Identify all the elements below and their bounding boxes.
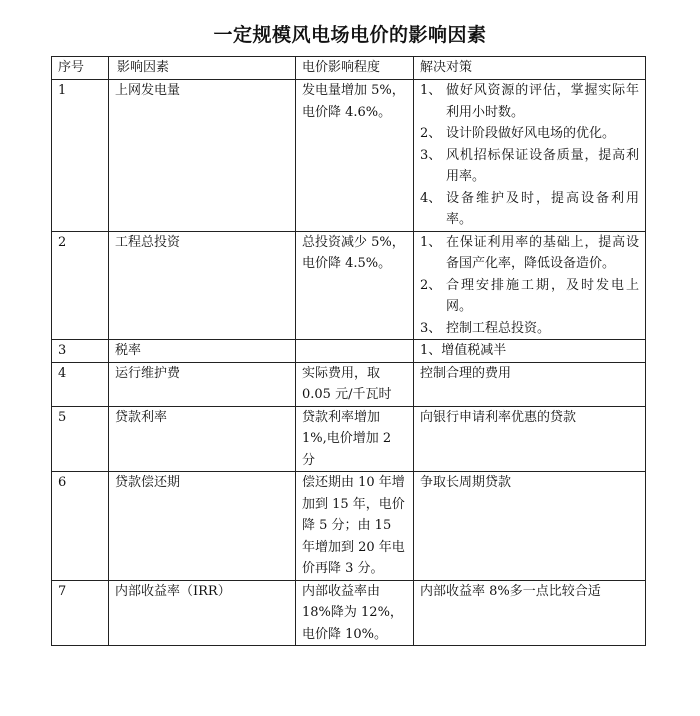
measure-item [420, 232, 639, 275]
row-number: 5 [52, 406, 109, 472]
row-number: 2 [52, 231, 109, 340]
row-factor: 运行维护费 [109, 362, 296, 406]
row-number: 7 [52, 580, 109, 646]
row-factor: 上网发电量 [109, 80, 296, 232]
row-factor: 贷款利率 [109, 406, 296, 472]
header-impact: 电价影响程度 [296, 57, 414, 80]
measure-item [420, 145, 639, 188]
row-measures: 向银行申请利率优惠的贷款 [414, 406, 646, 472]
measure-text: 设计阶段做好风电场的优化。 [446, 126, 616, 141]
row-number: 3 [52, 340, 109, 363]
row-impact [296, 340, 414, 363]
measure-text: 控制工程总投资。 [446, 320, 551, 336]
measure-text: 合理安排施工期，及时发电上网。 [446, 277, 639, 314]
row-measures [414, 80, 646, 232]
table-row [52, 80, 646, 232]
measure-item [420, 123, 639, 145]
table-row [52, 472, 646, 581]
row-impact: 总投资减少 5%，电价降 4.5%。 [296, 231, 414, 340]
row-measures: 内部收益率 8%多一点比较合适 [414, 580, 646, 646]
row-measures: 1、增值税减半 [414, 340, 646, 363]
header-no: 序号 [52, 57, 109, 80]
row-measures: 争取长周期贷款 [414, 472, 646, 581]
row-impact: 内部收益率由 18%降为 12%，电价降 10%。 [296, 580, 414, 646]
row-measures [414, 231, 646, 340]
measure-item [420, 318, 639, 340]
table-row [52, 231, 646, 340]
table-row [52, 580, 646, 646]
row-number: 4 [52, 362, 109, 406]
row-number: 1 [52, 80, 109, 232]
measure-number: 2、 [420, 126, 442, 141]
header-factor: 影响因素 [109, 57, 296, 80]
measure-text: 风机招标保证设备质量，提高利用率。 [446, 147, 639, 184]
measure-text: 在保证利用率的基础上，提高设备国产化率，降低设备造价。 [446, 234, 639, 271]
measures-list [420, 232, 639, 340]
measure-number: 1、 [420, 234, 442, 250]
measure-number: 3、 [420, 320, 442, 336]
table-row [52, 406, 646, 472]
table-header [52, 57, 646, 80]
row-factor: 税率 [109, 340, 296, 363]
measure-text: 做好风资源的评估，掌握实际年利用小时数。 [446, 83, 639, 120]
row-number: 6 [52, 472, 109, 581]
measure-number: 2、 [420, 277, 442, 293]
measure-item [420, 80, 639, 123]
measure-number: 3、 [420, 147, 442, 163]
measure-text: 设备维护及时，提高设备利用率。 [446, 190, 639, 227]
table-row [52, 340, 646, 363]
measure-number: 1、 [420, 83, 442, 98]
price-factors-table [51, 56, 646, 646]
measures-list [420, 80, 639, 231]
row-impact: 实际费用，取 0.05 元/千瓦时 [296, 362, 414, 406]
row-impact: 贷款利率增加 1%,电价增加 2 分 [296, 406, 414, 472]
document-title: 一定规模风电场电价的影响因素 [213, 24, 487, 46]
row-factor: 贷款偿还期 [109, 472, 296, 581]
row-measures: 控制合理的费用 [414, 362, 646, 406]
header-row [52, 57, 646, 80]
measure-number: 4、 [420, 190, 442, 206]
measure-item [420, 188, 639, 231]
measure-item [420, 275, 639, 318]
row-impact: 发电量增加 5%，电价降 4.6%。 [296, 80, 414, 232]
header-measures: 解决对策 [414, 57, 646, 80]
row-impact: 偿还期由 10 年增加到 15 年，电价降 5 分；由 15 年增加到 20 年电价再降 3 分。 [296, 472, 414, 581]
row-factor: 工程总投资 [109, 231, 296, 340]
table-row [52, 362, 646, 406]
row-factor: 内部收益率（IRR） [109, 580, 296, 646]
